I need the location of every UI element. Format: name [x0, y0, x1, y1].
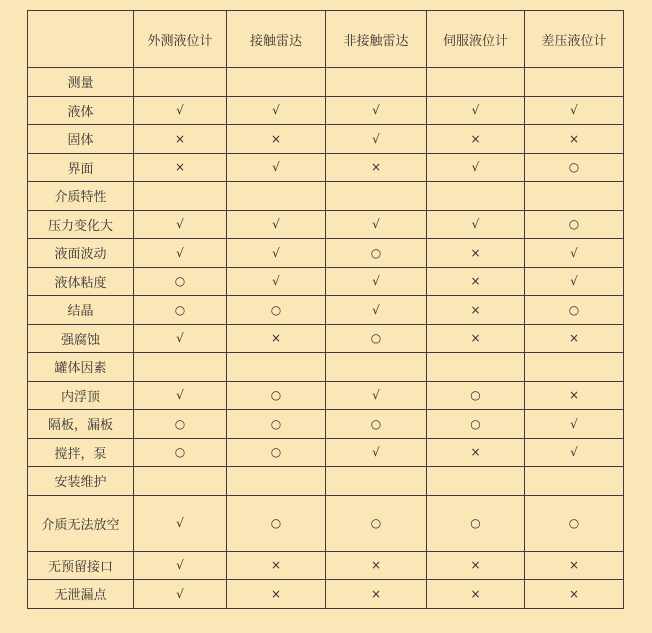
table-cell: ○	[427, 410, 525, 439]
table-cell: ×	[227, 324, 326, 353]
table-row	[28, 68, 624, 97]
table-cell: ×	[525, 551, 624, 580]
table-cell	[227, 467, 326, 496]
header-cell: 伺服液位计	[427, 11, 525, 68]
table-cell: ×	[427, 580, 525, 609]
row-label: 介质无法放空	[28, 495, 134, 551]
table-row	[28, 210, 624, 239]
table-cell	[427, 182, 525, 211]
row-label: 固体	[28, 125, 134, 154]
table-cell: ○	[525, 210, 624, 239]
row-label: 液面波动	[28, 239, 134, 268]
table-cell	[525, 68, 624, 97]
table-row	[28, 495, 624, 551]
table-cell	[525, 182, 624, 211]
table-cell	[227, 182, 326, 211]
table-cell	[326, 353, 427, 382]
row-label: 罐体因素	[28, 353, 134, 382]
row-label: 压力变化大	[28, 210, 134, 239]
table-cell	[227, 353, 326, 382]
table-cell	[227, 68, 326, 97]
table-cell: √	[326, 381, 427, 410]
table-cell: √	[134, 580, 227, 609]
row-label: 隔板，漏板	[28, 410, 134, 439]
table-cell: ○	[134, 296, 227, 325]
table-cell: √	[134, 239, 227, 268]
table-cell: ×	[427, 267, 525, 296]
header-row	[28, 11, 624, 68]
table-cell: ○	[326, 324, 427, 353]
row-label: 安装维护	[28, 467, 134, 496]
table-cell: ○	[525, 296, 624, 325]
table-cell: ○	[326, 239, 427, 268]
row-label: 介质特性	[28, 182, 134, 211]
table-row	[28, 580, 624, 609]
header-cell: 差压液位计	[525, 11, 624, 68]
table-cell: ○	[227, 410, 326, 439]
table-row	[28, 296, 624, 325]
table-cell: √	[427, 210, 525, 239]
table-cell	[525, 353, 624, 382]
table-cell: ×	[427, 125, 525, 154]
table-cell: ×	[525, 125, 624, 154]
table-cell: √	[326, 438, 427, 467]
table-cell: ○	[227, 296, 326, 325]
table-cell: ×	[427, 551, 525, 580]
table-cell	[134, 353, 227, 382]
table-row	[28, 410, 624, 439]
table-cell: ○	[134, 267, 227, 296]
table-cell: ×	[134, 125, 227, 154]
table-row	[28, 182, 624, 211]
table-cell: ○	[227, 381, 326, 410]
table-cell	[427, 353, 525, 382]
table-cell: √	[227, 96, 326, 125]
table-cell: ×	[525, 324, 624, 353]
table-cell: √	[427, 96, 525, 125]
header-cell: 非接触雷达	[326, 11, 427, 68]
header-cell: 外测液位计	[134, 11, 227, 68]
table-cell: ○	[326, 495, 427, 551]
table-cell: √	[227, 153, 326, 182]
table-cell	[134, 68, 227, 97]
table-cell: ○	[427, 495, 525, 551]
table-cell: ×	[326, 580, 427, 609]
table-cell	[525, 467, 624, 496]
row-label: 强腐蚀	[28, 324, 134, 353]
table-cell: ×	[525, 381, 624, 410]
table-cell	[427, 467, 525, 496]
table-cell: √	[326, 296, 427, 325]
table-cell: ○	[227, 438, 326, 467]
table-cell: √	[134, 495, 227, 551]
table-cell: √	[326, 267, 427, 296]
table-row	[28, 324, 624, 353]
table-cell: √	[227, 210, 326, 239]
table-cell: √	[134, 96, 227, 125]
table-row	[28, 96, 624, 125]
header-cell: 接触雷达	[227, 11, 326, 68]
table-cell	[326, 182, 427, 211]
table-cell: ×	[427, 296, 525, 325]
table-row	[28, 153, 624, 182]
table-row	[28, 438, 624, 467]
row-label: 液体	[28, 96, 134, 125]
table-cell: ×	[326, 551, 427, 580]
row-label: 结晶	[28, 296, 134, 325]
table-cell: √	[326, 125, 427, 154]
table-cell: ×	[525, 580, 624, 609]
table-cell	[326, 68, 427, 97]
table-cell	[427, 68, 525, 97]
table-cell: √	[525, 438, 624, 467]
table-cell: √	[227, 239, 326, 268]
table-cell: √	[427, 153, 525, 182]
table-row	[28, 551, 624, 580]
table-cell: ×	[227, 551, 326, 580]
table-row	[28, 267, 624, 296]
row-label: 无泄漏点	[28, 580, 134, 609]
table-cell: √	[326, 210, 427, 239]
row-label: 搅拌，泵	[28, 438, 134, 467]
table-cell: ○	[326, 410, 427, 439]
table-row	[28, 239, 624, 268]
table-row	[28, 381, 624, 410]
table-cell: ×	[427, 438, 525, 467]
table-cell: √	[227, 267, 326, 296]
table-cell: √	[525, 410, 624, 439]
table-cell: √	[525, 267, 624, 296]
table-cell	[134, 467, 227, 496]
level-gauge-comparison-table	[27, 10, 624, 609]
table-cell: √	[134, 551, 227, 580]
table-cell: ○	[134, 410, 227, 439]
table-cell: √	[326, 96, 427, 125]
table-cell: ×	[326, 153, 427, 182]
row-label: 液体粘度	[28, 267, 134, 296]
table-row	[28, 467, 624, 496]
header-cell-corner	[28, 11, 134, 68]
table-cell: ○	[227, 495, 326, 551]
table-cell	[326, 467, 427, 496]
table-cell: ○	[525, 153, 624, 182]
table-cell: ○	[134, 438, 227, 467]
table-cell: ×	[427, 324, 525, 353]
table-cell: √	[134, 324, 227, 353]
table-cell: √	[134, 210, 227, 239]
table-cell: √	[525, 96, 624, 125]
row-label: 内浮顶	[28, 381, 134, 410]
table-row	[28, 353, 624, 382]
table-cell: √	[134, 381, 227, 410]
table-cell: ×	[134, 153, 227, 182]
table-cell	[134, 182, 227, 211]
row-label: 无预留接口	[28, 551, 134, 580]
table-row	[28, 125, 624, 154]
table-cell: ○	[525, 495, 624, 551]
row-label: 界面	[28, 153, 134, 182]
row-label: 测量	[28, 68, 134, 97]
table-cell: √	[525, 239, 624, 268]
table-cell: ×	[227, 580, 326, 609]
table-cell: ○	[427, 381, 525, 410]
table-cell: ×	[427, 239, 525, 268]
table-cell: ×	[227, 125, 326, 154]
